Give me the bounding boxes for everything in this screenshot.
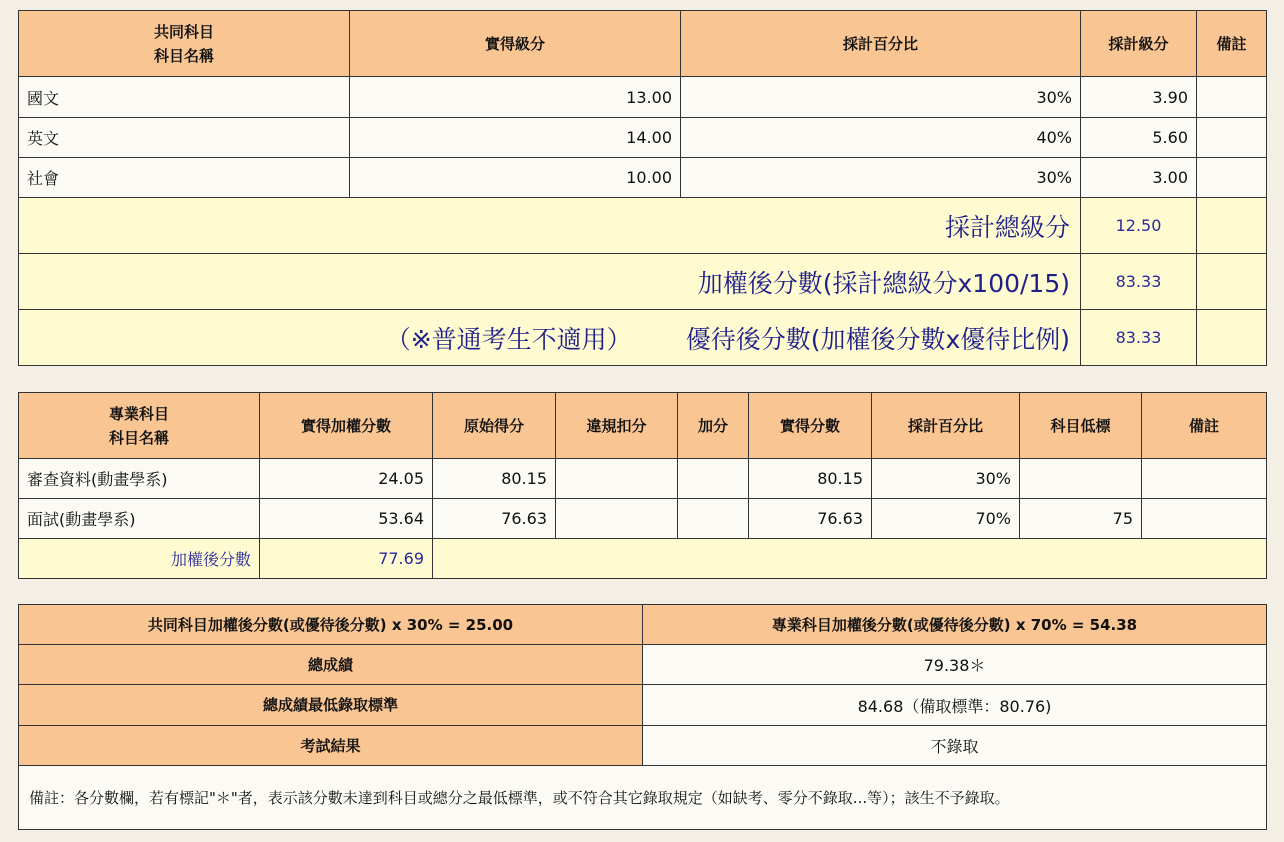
major-score-header: 實得分數 [749, 393, 872, 459]
common-subject-header [19, 11, 350, 77]
major-remark-header: 備註 [1142, 393, 1267, 459]
major-total-filler [433, 539, 1267, 579]
major-remark [1142, 499, 1267, 539]
preferential-label: 優待後分數(加權後分數x優待比例) [685, 324, 1070, 354]
subject-score: 10.00 [350, 158, 681, 198]
major-total-value: 77.69 [260, 539, 433, 579]
common-percent-header: 採計百分比 [681, 11, 1081, 77]
table-row [19, 499, 1267, 539]
major-weighted: 53.64 [260, 499, 433, 539]
common-subjects-table [18, 10, 1267, 366]
major-raw: 76.63 [433, 499, 556, 539]
major-subject-name: 審查資料(動畫學系) [19, 459, 260, 499]
major-percent: 70% [872, 499, 1020, 539]
subject-counted: 3.90 [1081, 77, 1197, 118]
major-deduct-header: 違規扣分 [556, 393, 678, 459]
major-percent-header: 採計百分比 [872, 393, 1020, 459]
major-minimum [1020, 459, 1142, 499]
common-weighted-value: 83.33 [1081, 254, 1197, 310]
common-preferential-remark [1197, 310, 1267, 366]
major-subject-header-line2: 科目名稱 [108, 428, 169, 447]
table-row [19, 158, 1267, 198]
major-bonus-header: 加分 [678, 393, 749, 459]
major-deduct [556, 459, 678, 499]
major-formula: 專業科目加權後分數(或優待後分數) x 70% = 54.38 [643, 605, 1267, 645]
common-formula: 共同科目加權後分數(或優待後分數) x 30% = 25.00 [19, 605, 643, 645]
major-subject-name: 面試(動畫學系) [19, 499, 260, 539]
major-subject-header [19, 393, 260, 459]
subject-score: 13.00 [350, 77, 681, 118]
subject-name: 社會 [19, 158, 350, 198]
common-counted-header: 採計級分 [1081, 11, 1197, 77]
major-percent: 30% [872, 459, 1020, 499]
major-subjects-table [18, 392, 1267, 579]
major-minimum-header: 科目低標 [1020, 393, 1142, 459]
table-row [19, 118, 1267, 158]
common-total-label: 採計總級分 [19, 198, 1081, 254]
major-weighted: 24.05 [260, 459, 433, 499]
subject-name: 英文 [19, 118, 350, 158]
summary-table [18, 604, 1267, 830]
subject-score: 14.00 [350, 118, 681, 158]
total-score-value: 79.38＊ [643, 645, 1267, 685]
common-remark-header: 備註 [1197, 11, 1267, 77]
preferential-note: （※普通考生不適用） [385, 324, 632, 354]
major-raw-header: 原始得分 [433, 393, 556, 459]
table-row [19, 77, 1267, 118]
major-minimum: 75 [1020, 499, 1142, 539]
min-admission-value: 84.68（備取標準：80.76) [643, 685, 1267, 726]
exam-result-value: 不錄取 [643, 726, 1267, 766]
subject-percent: 30% [681, 158, 1081, 198]
major-bonus [678, 499, 749, 539]
major-score: 80.15 [749, 459, 872, 499]
common-score-header: 實得級分 [350, 11, 681, 77]
subject-counted: 5.60 [1081, 118, 1197, 158]
common-total-remark [1197, 198, 1267, 254]
subject-remark [1197, 118, 1267, 158]
min-admission-label: 總成績最低錄取標準 [19, 685, 643, 726]
subject-remark [1197, 158, 1267, 198]
subject-remark [1197, 77, 1267, 118]
table-row [19, 459, 1267, 499]
total-score-label: 總成績 [19, 645, 643, 685]
subject-percent: 30% [681, 77, 1081, 118]
common-preferential-value: 83.33 [1081, 310, 1197, 366]
common-subject-header-line2: 科目名稱 [153, 46, 214, 65]
major-subject-header-line1: 專業科目 [108, 404, 169, 423]
major-total-label: 加權後分數 [19, 539, 260, 579]
major-score: 76.63 [749, 499, 872, 539]
common-subject-header-line1: 共同科目 [153, 22, 214, 41]
major-raw: 80.15 [433, 459, 556, 499]
common-preferential-cell [19, 310, 1081, 366]
common-total-value: 12.50 [1081, 198, 1197, 254]
major-deduct [556, 499, 678, 539]
common-weighted-remark [1197, 254, 1267, 310]
major-bonus [678, 459, 749, 499]
major-remark [1142, 459, 1267, 499]
remark-note: 備註：各分數欄，若有標記"＊"者，表示該分數未達到科目或總分之最低標準，或不符合其它錄取規定（如缺考、零分不錄取...等）；該生不予錄取。 [19, 766, 1267, 830]
subject-percent: 40% [681, 118, 1081, 158]
major-weighted-header: 實得加權分數 [260, 393, 433, 459]
subject-counted: 3.00 [1081, 158, 1197, 198]
exam-result-label: 考試結果 [19, 726, 643, 766]
common-weighted-label: 加權後分數(採計總級分x100/15) [19, 254, 1081, 310]
subject-name: 國文 [19, 77, 350, 118]
